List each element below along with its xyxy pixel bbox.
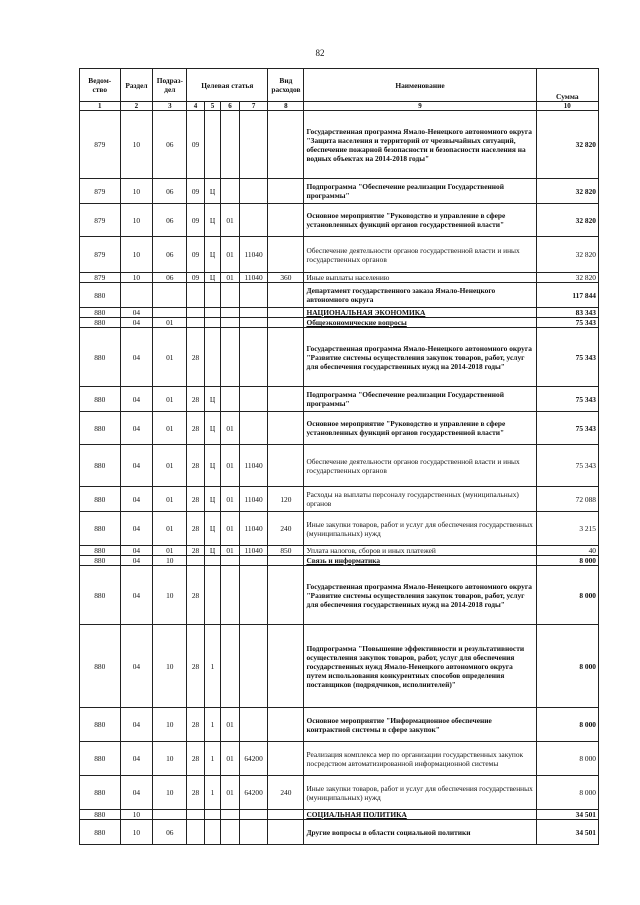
cell-razdel: 04 bbox=[120, 546, 153, 556]
cell-podrazdel: 01 bbox=[153, 487, 187, 512]
cell-cs-direction bbox=[239, 283, 268, 308]
cell-razdel: 10 bbox=[120, 810, 153, 820]
cell-razdel: 04 bbox=[120, 328, 153, 387]
cell-cs-direction bbox=[239, 708, 268, 742]
cell-podrazdel: 01 bbox=[153, 445, 187, 487]
cell-ved: 880 bbox=[80, 742, 121, 776]
table-row bbox=[80, 412, 599, 445]
cell-sum: 75 343 bbox=[536, 328, 598, 387]
column-number-row bbox=[80, 102, 599, 111]
cell-cs-activity: 01 bbox=[221, 708, 240, 742]
cell-vid bbox=[268, 283, 304, 308]
cell-razdel: 04 bbox=[120, 776, 153, 810]
cell-vid bbox=[268, 179, 304, 204]
cell-cs-activity bbox=[221, 820, 240, 845]
cell-name: Подпрограмма "Обеспечение реализации Государственной программы" bbox=[304, 179, 536, 204]
cell-cs-direction: 11040 bbox=[239, 512, 268, 546]
cell-cs-direction: 64200 bbox=[239, 742, 268, 776]
cell-sum: 75 343 bbox=[536, 412, 598, 445]
cell-cs-subprogram: Ц bbox=[204, 412, 220, 445]
cell-cs-subprogram bbox=[204, 318, 220, 328]
cell-cs-direction bbox=[239, 566, 268, 625]
cell-ved: 880 bbox=[80, 387, 121, 412]
cell-cs-activity bbox=[221, 318, 240, 328]
cell-cs-activity: 01 bbox=[221, 412, 240, 445]
cell-razdel bbox=[120, 283, 153, 308]
cell-razdel: 10 bbox=[120, 204, 153, 237]
cell-vid bbox=[268, 237, 304, 273]
cell-cs-program: 09 bbox=[187, 111, 205, 179]
cell-cs-direction bbox=[239, 387, 268, 412]
cell-razdel: 04 bbox=[120, 308, 153, 318]
cell-ved: 880 bbox=[80, 810, 121, 820]
cell-podrazdel: 06 bbox=[153, 237, 187, 273]
col-number: 7 bbox=[239, 102, 268, 111]
table-row bbox=[80, 111, 599, 179]
cell-cs-program: 09 bbox=[187, 204, 205, 237]
cell-cs-direction: 11040 bbox=[239, 273, 268, 283]
cell-vid bbox=[268, 708, 304, 742]
cell-ved: 880 bbox=[80, 566, 121, 625]
table-row bbox=[80, 625, 599, 708]
cell-sum: 8 000 bbox=[536, 625, 598, 708]
cell-razdel: 04 bbox=[120, 625, 153, 708]
cell-cs-direction: 11040 bbox=[239, 237, 268, 273]
header-ved: Ведом-ство bbox=[80, 69, 121, 102]
cell-cs-activity bbox=[221, 111, 240, 179]
cell-name: Обеспечение деятельности органов государственной власти и иных государственных органов bbox=[304, 237, 536, 273]
cell-podrazdel: 01 bbox=[153, 328, 187, 387]
cell-razdel: 04 bbox=[120, 445, 153, 487]
cell-razdel: 04 bbox=[120, 487, 153, 512]
cell-vid bbox=[268, 810, 304, 820]
cell-name: Основное мероприятие "Руководство и управление в сфере установленных функций органов государственной власти" bbox=[304, 204, 536, 237]
cell-cs-direction bbox=[239, 556, 268, 566]
cell-ved: 879 bbox=[80, 273, 121, 283]
cell-cs-program: 28 bbox=[187, 546, 205, 556]
cell-cs-subprogram: 1 bbox=[204, 776, 220, 810]
cell-name: Подпрограмма "Обеспечение реализации Государственной программы" bbox=[304, 387, 536, 412]
table-row bbox=[80, 179, 599, 204]
cell-razdel: 04 bbox=[120, 512, 153, 546]
cell-name: Подпрограмма "Повышение эффективности и результативности осуществления закупок товаров, работ, услуг для обеспечения государственных нужд Ямало-Ненецкого автономного округа путем использования конкурентных способов определения поставщиков (подрядчиков, исполнителей)" bbox=[304, 625, 536, 708]
cell-name: Общеэкономические вопросы bbox=[304, 318, 536, 328]
cell-name: Основное мероприятие "Руководство и управление в сфере установленных функций органов государственной власти" bbox=[304, 412, 536, 445]
table-row bbox=[80, 512, 599, 546]
cell-sum: 32 820 bbox=[536, 273, 598, 283]
cell-cs-direction bbox=[239, 625, 268, 708]
cell-vid bbox=[268, 328, 304, 387]
cell-name: Государственная программа Ямало-Ненецкого автономного округа "Развитие системы осуществления закупок товаров, работ, услуг для обеспечения государственных нужд на 2014-2018 годы" bbox=[304, 566, 536, 625]
header-sum: Сумма bbox=[536, 69, 598, 102]
cell-ved: 880 bbox=[80, 445, 121, 487]
cell-name: Департамент государственного заказа Ямало-Ненецкого автономного округа bbox=[304, 283, 536, 308]
col-number: 2 bbox=[120, 102, 153, 111]
cell-vid bbox=[268, 820, 304, 845]
header-target-article: Целевая статья bbox=[187, 69, 268, 102]
cell-ved: 880 bbox=[80, 318, 121, 328]
cell-razdel: 04 bbox=[120, 318, 153, 328]
cell-cs-program: 28 bbox=[187, 487, 205, 512]
cell-sum: 8 000 bbox=[536, 742, 598, 776]
cell-cs-subprogram bbox=[204, 556, 220, 566]
cell-cs-subprogram: Ц bbox=[204, 546, 220, 556]
cell-name: НАЦИОНАЛЬНАЯ ЭКОНОМИКА bbox=[304, 308, 536, 318]
cell-cs-direction bbox=[239, 328, 268, 387]
cell-ved: 880 bbox=[80, 412, 121, 445]
cell-cs-activity: 01 bbox=[221, 445, 240, 487]
col-number: 1 bbox=[80, 102, 121, 111]
cell-cs-subprogram: 1 bbox=[204, 742, 220, 776]
cell-cs-activity: 01 bbox=[221, 742, 240, 776]
cell-cs-subprogram bbox=[204, 111, 220, 179]
table-row bbox=[80, 708, 599, 742]
cell-podrazdel: 06 bbox=[153, 273, 187, 283]
cell-cs-program: 28 bbox=[187, 512, 205, 546]
cell-cs-activity: 01 bbox=[221, 487, 240, 512]
cell-ved: 880 bbox=[80, 776, 121, 810]
cell-cs-subprogram: Ц bbox=[204, 237, 220, 273]
cell-razdel: 04 bbox=[120, 387, 153, 412]
cell-podrazdel: 10 bbox=[153, 708, 187, 742]
table-row bbox=[80, 204, 599, 237]
cell-podrazdel: 10 bbox=[153, 566, 187, 625]
cell-podrazdel: 06 bbox=[153, 204, 187, 237]
cell-sum: 8 000 bbox=[536, 556, 598, 566]
cell-name: Расходы на выплаты персоналу государственных (муниципальных) органов bbox=[304, 487, 536, 512]
cell-cs-program: 09 bbox=[187, 237, 205, 273]
table-row bbox=[80, 810, 599, 820]
cell-sum: 32 820 bbox=[536, 111, 598, 179]
cell-sum: 75 343 bbox=[536, 387, 598, 412]
header-podrazdel: Подраз-дел bbox=[153, 69, 187, 102]
cell-cs-direction bbox=[239, 204, 268, 237]
cell-sum: 32 820 bbox=[536, 179, 598, 204]
cell-podrazdel bbox=[153, 810, 187, 820]
cell-podrazdel: 10 bbox=[153, 742, 187, 776]
cell-vid: 850 bbox=[268, 546, 304, 556]
cell-podrazdel bbox=[153, 308, 187, 318]
header-razdel: Раздел bbox=[120, 69, 153, 102]
cell-sum: 34 501 bbox=[536, 820, 598, 845]
cell-name: Уплата налогов, сборов и иных платежей bbox=[304, 546, 536, 556]
cell-podrazdel: 10 bbox=[153, 556, 187, 566]
cell-cs-activity: 01 bbox=[221, 546, 240, 556]
cell-name: Государственная программа Ямало-Ненецкого автономного округа "Защита населения и территорий от чрезвычайных ситуаций, обеспечение пожарной безопасности и безопасности населения на водных объектах на 2014-2018 годы" bbox=[304, 111, 536, 179]
table-row bbox=[80, 318, 599, 328]
table-row bbox=[80, 445, 599, 487]
table-row bbox=[80, 820, 599, 845]
cell-ved: 879 bbox=[80, 237, 121, 273]
cell-cs-direction bbox=[239, 308, 268, 318]
cell-name: Связь и информатика bbox=[304, 556, 536, 566]
cell-cs-activity bbox=[221, 387, 240, 412]
cell-cs-activity bbox=[221, 556, 240, 566]
cell-name: Государственная программа Ямало-Ненецкого автономного округа "Развитие системы осуществления закупок товаров, работ, услуг для обеспечения государственных нужд на 2014-2018 годы" bbox=[304, 328, 536, 387]
cell-sum: 8 000 bbox=[536, 776, 598, 810]
table-row bbox=[80, 237, 599, 273]
cell-name: Другие вопросы в области социальной политики bbox=[304, 820, 536, 845]
col-number: 3 bbox=[153, 102, 187, 111]
cell-vid: 240 bbox=[268, 512, 304, 546]
cell-cs-program: 28 bbox=[187, 412, 205, 445]
cell-razdel: 04 bbox=[120, 566, 153, 625]
cell-cs-program: 28 bbox=[187, 742, 205, 776]
cell-vid bbox=[268, 625, 304, 708]
cell-ved: 880 bbox=[80, 283, 121, 308]
cell-cs-subprogram: Ц bbox=[204, 387, 220, 412]
cell-podrazdel: 01 bbox=[153, 318, 187, 328]
cell-cs-program bbox=[187, 318, 205, 328]
cell-podrazdel: 06 bbox=[153, 111, 187, 179]
cell-podrazdel: 06 bbox=[153, 820, 187, 845]
cell-sum: 117 844 bbox=[536, 283, 598, 308]
cell-sum: 8 000 bbox=[536, 708, 598, 742]
cell-vid bbox=[268, 412, 304, 445]
cell-cs-program: 28 bbox=[187, 625, 205, 708]
cell-cs-activity bbox=[221, 308, 240, 318]
cell-razdel: 10 bbox=[120, 820, 153, 845]
table-row bbox=[80, 283, 599, 308]
cell-cs-direction: 11040 bbox=[239, 487, 268, 512]
cell-sum: 32 820 bbox=[536, 237, 598, 273]
cell-cs-program: 09 bbox=[187, 179, 205, 204]
table-row bbox=[80, 387, 599, 412]
table-row bbox=[80, 487, 599, 512]
cell-cs-subprogram: Ц bbox=[204, 179, 220, 204]
cell-name: Обеспечение деятельности органов государственной власти и иных государственных органов bbox=[304, 445, 536, 487]
col-number: 5 bbox=[204, 102, 220, 111]
cell-ved: 880 bbox=[80, 556, 121, 566]
cell-ved: 880 bbox=[80, 708, 121, 742]
cell-podrazdel: 06 bbox=[153, 179, 187, 204]
table-row bbox=[80, 546, 599, 556]
cell-razdel: 04 bbox=[120, 742, 153, 776]
cell-razdel: 10 bbox=[120, 179, 153, 204]
cell-cs-direction bbox=[239, 111, 268, 179]
cell-vid bbox=[268, 556, 304, 566]
cell-cs-direction bbox=[239, 318, 268, 328]
cell-sum: 34 501 bbox=[536, 810, 598, 820]
table-row bbox=[80, 328, 599, 387]
page-number: 82 bbox=[315, 48, 325, 58]
cell-cs-subprogram: Ц bbox=[204, 273, 220, 283]
cell-vid bbox=[268, 204, 304, 237]
cell-vid bbox=[268, 387, 304, 412]
cell-vid bbox=[268, 318, 304, 328]
cell-razdel: 04 bbox=[120, 556, 153, 566]
cell-podrazdel: 01 bbox=[153, 512, 187, 546]
cell-cs-direction: 11040 bbox=[239, 546, 268, 556]
cell-ved: 880 bbox=[80, 308, 121, 318]
cell-podrazdel: 01 bbox=[153, 412, 187, 445]
table-row bbox=[80, 273, 599, 283]
cell-cs-subprogram bbox=[204, 810, 220, 820]
cell-cs-program bbox=[187, 820, 205, 845]
cell-cs-program: 28 bbox=[187, 776, 205, 810]
cell-sum: 75 343 bbox=[536, 445, 598, 487]
cell-cs-program bbox=[187, 308, 205, 318]
cell-cs-activity bbox=[221, 566, 240, 625]
cell-cs-direction bbox=[239, 412, 268, 445]
cell-cs-subprogram bbox=[204, 820, 220, 845]
cell-sum: 3 215 bbox=[536, 512, 598, 546]
cell-sum: 40 bbox=[536, 546, 598, 556]
cell-cs-activity bbox=[221, 625, 240, 708]
cell-razdel: 10 bbox=[120, 111, 153, 179]
cell-cs-program bbox=[187, 556, 205, 566]
cell-razdel: 04 bbox=[120, 708, 153, 742]
col-number: 10 bbox=[536, 102, 598, 111]
table-row bbox=[80, 308, 599, 318]
cell-cs-activity: 01 bbox=[221, 776, 240, 810]
cell-cs-subprogram bbox=[204, 566, 220, 625]
cell-vid bbox=[268, 445, 304, 487]
cell-cs-activity bbox=[221, 328, 240, 387]
col-number: 4 bbox=[187, 102, 205, 111]
cell-vid bbox=[268, 111, 304, 179]
cell-cs-subprogram: 1 bbox=[204, 625, 220, 708]
cell-cs-subprogram bbox=[204, 283, 220, 308]
cell-cs-subprogram bbox=[204, 328, 220, 387]
cell-cs-activity: 01 bbox=[221, 237, 240, 273]
cell-name: СОЦИАЛЬНАЯ ПОЛИТИКА bbox=[304, 810, 536, 820]
cell-cs-direction bbox=[239, 179, 268, 204]
cell-podrazdel: 10 bbox=[153, 625, 187, 708]
cell-podrazdel bbox=[153, 283, 187, 308]
cell-ved: 880 bbox=[80, 546, 121, 556]
cell-cs-subprogram bbox=[204, 308, 220, 318]
table-row bbox=[80, 776, 599, 810]
cell-cs-program bbox=[187, 810, 205, 820]
cell-cs-program: 09 bbox=[187, 273, 205, 283]
cell-sum: 83 343 bbox=[536, 308, 598, 318]
cell-cs-direction bbox=[239, 810, 268, 820]
cell-vid: 240 bbox=[268, 776, 304, 810]
cell-podrazdel: 10 bbox=[153, 776, 187, 810]
table-row bbox=[80, 556, 599, 566]
cell-ved: 879 bbox=[80, 111, 121, 179]
table-row bbox=[80, 566, 599, 625]
cell-cs-program bbox=[187, 283, 205, 308]
cell-name: Иные закупки товаров, работ и услуг для обеспечения государственных (муниципальных) нужд bbox=[304, 512, 536, 546]
col-number: 6 bbox=[221, 102, 240, 111]
header-name: Наименование bbox=[304, 69, 536, 102]
cell-sum: 72 088 bbox=[536, 487, 598, 512]
cell-sum: 32 820 bbox=[536, 204, 598, 237]
cell-vid: 120 bbox=[268, 487, 304, 512]
cell-ved: 880 bbox=[80, 487, 121, 512]
cell-name: Реализация комплекса мер по организации государственных закупок посредством автоматизированной информационной системы bbox=[304, 742, 536, 776]
cell-ved: 879 bbox=[80, 179, 121, 204]
cell-podrazdel: 01 bbox=[153, 387, 187, 412]
cell-vid: 360 bbox=[268, 273, 304, 283]
cell-cs-direction: 11040 bbox=[239, 445, 268, 487]
cell-name: Иные выплаты населению bbox=[304, 273, 536, 283]
table-header-row bbox=[80, 69, 599, 102]
col-number: 9 bbox=[304, 102, 536, 111]
cell-podrazdel: 01 bbox=[153, 546, 187, 556]
header-expense-type: Вид расходов bbox=[268, 69, 304, 102]
cell-cs-program: 28 bbox=[187, 708, 205, 742]
cell-cs-program: 28 bbox=[187, 387, 205, 412]
cell-cs-program: 28 bbox=[187, 328, 205, 387]
cell-cs-subprogram: 1 bbox=[204, 708, 220, 742]
budget-table bbox=[79, 68, 599, 845]
cell-name: Иные закупки товаров, работ и услуг для обеспечения государственных (муниципальных) нужд bbox=[304, 776, 536, 810]
cell-razdel: 10 bbox=[120, 273, 153, 283]
cell-ved: 880 bbox=[80, 328, 121, 387]
col-number: 8 bbox=[268, 102, 304, 111]
cell-cs-activity bbox=[221, 283, 240, 308]
cell-ved: 880 bbox=[80, 625, 121, 708]
cell-cs-direction bbox=[239, 820, 268, 845]
cell-cs-activity bbox=[221, 810, 240, 820]
cell-cs-activity: 01 bbox=[221, 204, 240, 237]
cell-cs-activity: 01 bbox=[221, 512, 240, 546]
cell-cs-subprogram: Ц bbox=[204, 445, 220, 487]
cell-cs-direction: 64200 bbox=[239, 776, 268, 810]
table-row bbox=[80, 742, 599, 776]
cell-vid bbox=[268, 742, 304, 776]
cell-ved: 880 bbox=[80, 512, 121, 546]
cell-vid bbox=[268, 566, 304, 625]
cell-cs-program: 28 bbox=[187, 566, 205, 625]
cell-ved: 879 bbox=[80, 204, 121, 237]
cell-razdel: 10 bbox=[120, 237, 153, 273]
cell-cs-subprogram: Ц bbox=[204, 204, 220, 237]
cell-ved: 880 bbox=[80, 820, 121, 845]
cell-sum: 8 000 bbox=[536, 566, 598, 625]
cell-razdel: 04 bbox=[120, 412, 153, 445]
cell-cs-subprogram: Ц bbox=[204, 512, 220, 546]
cell-cs-subprogram: Ц bbox=[204, 487, 220, 512]
cell-name: Основное мероприятие "Информационное обеспечение контрактной системы в сфере закупок" bbox=[304, 708, 536, 742]
cell-cs-program: 28 bbox=[187, 445, 205, 487]
cell-vid bbox=[268, 308, 304, 318]
cell-cs-activity: 01 bbox=[221, 273, 240, 283]
cell-sum: 75 343 bbox=[536, 318, 598, 328]
cell-cs-activity bbox=[221, 179, 240, 204]
